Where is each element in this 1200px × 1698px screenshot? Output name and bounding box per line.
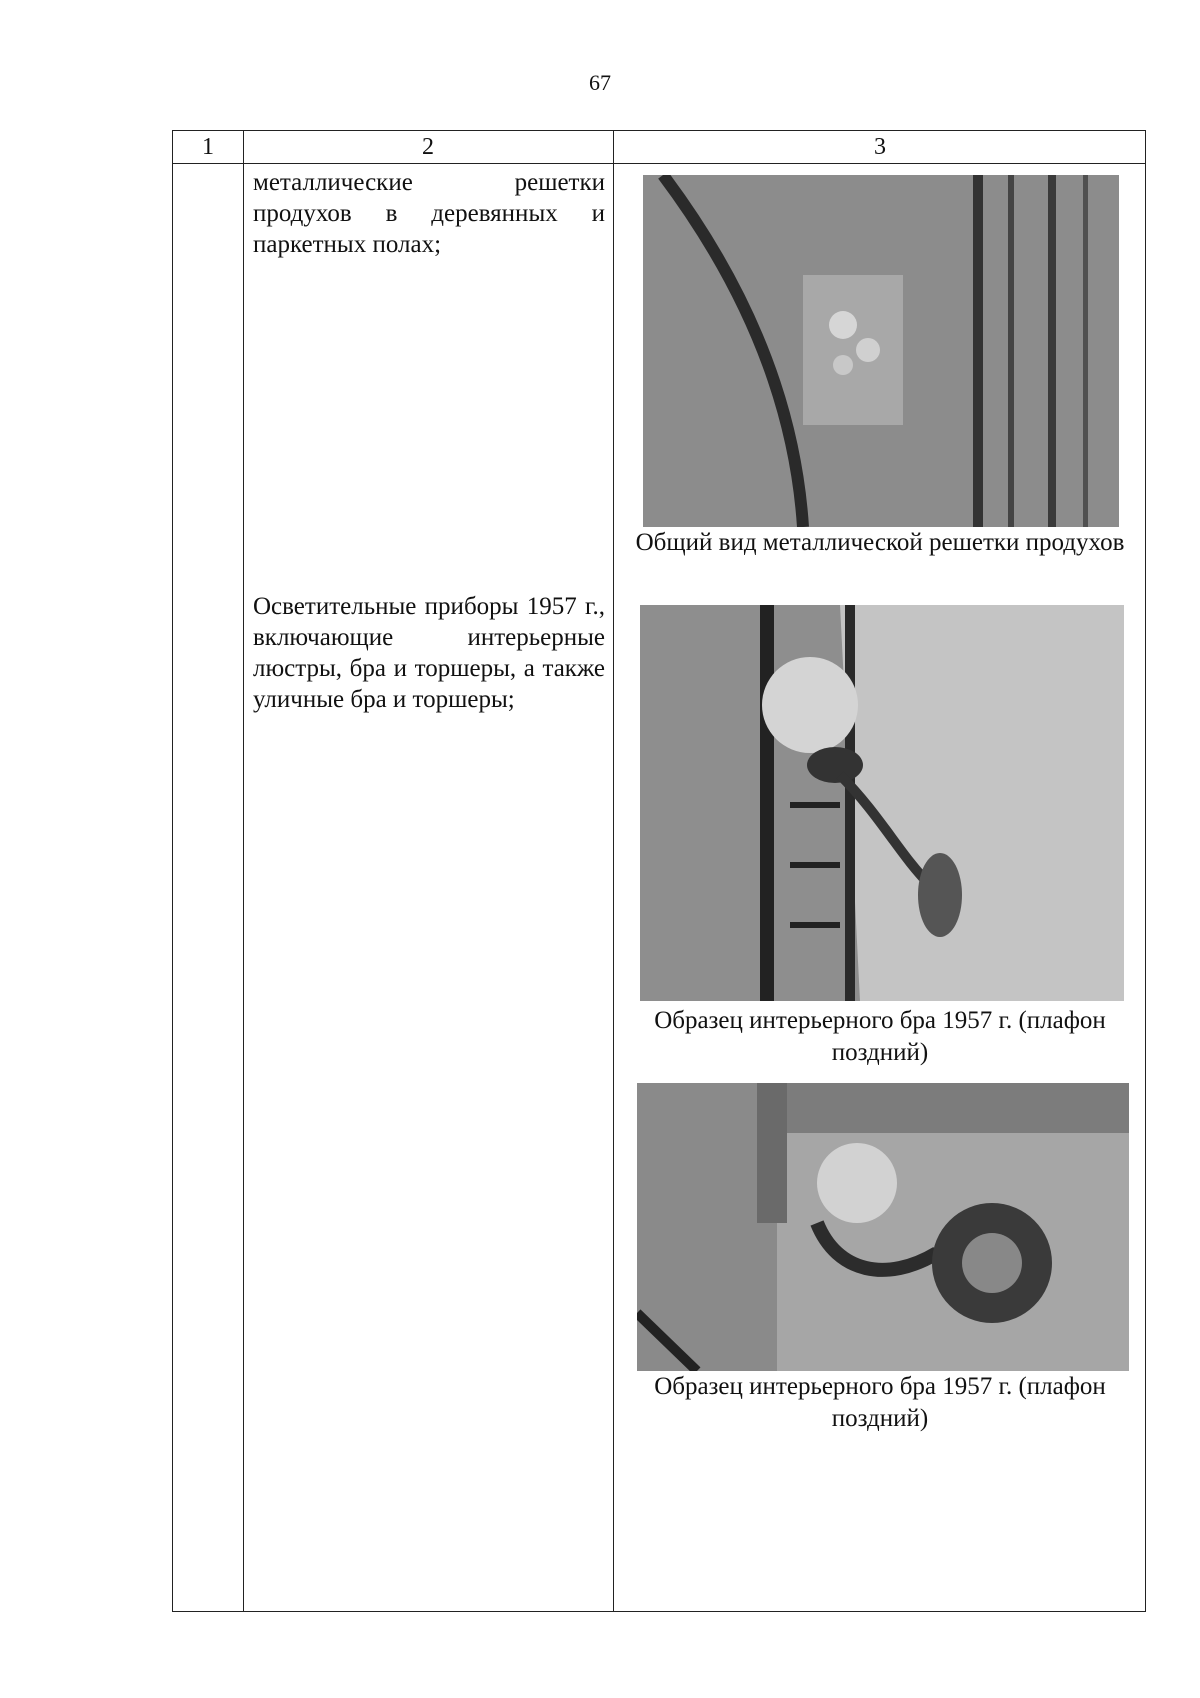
header-divider [173,163,1145,164]
column-divider [243,131,244,1611]
grille-photo [643,175,1119,527]
page-number: 67 [589,70,611,95]
column-header-2: 2 [422,134,434,160]
figure-caption: Образец интерьерного бра 1957 г. (плафон поздний) [654,1373,1106,1432]
sconce-photo [637,1083,1129,1371]
document-table [172,130,1146,1612]
figure-caption: Образец интерьерного бра 1957 г. (плафон поздний) [654,1007,1106,1066]
column-header-1: 1 [202,134,214,160]
item-text-grilles: металлические решетки продухов в деревянных и паркетных полах; [253,169,605,258]
column-header-3: 3 [874,134,886,160]
sconce-photo [640,605,1124,1001]
item-text-lighting: Осветительные приборы 1957 г., включающие интерьерные люстры, бра и торшеры, а также уличные бра и торшеры; [253,593,605,713]
figure-caption: Общий вид металлической решетки продухов [635,529,1125,556]
